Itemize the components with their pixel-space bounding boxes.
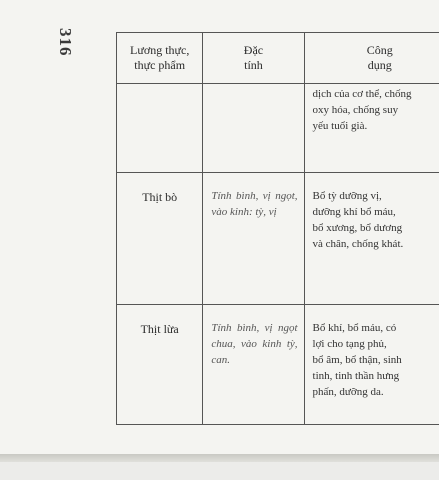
use-line: phấn, dưỡng da. <box>312 386 384 398</box>
use-line: dịch của cơ thể, chống <box>312 88 412 100</box>
food-properties-table-container <box>116 32 439 425</box>
use-cell <box>304 84 439 173</box>
food-properties-table <box>116 32 439 425</box>
table-row <box>117 173 439 305</box>
page-bottom-shadow <box>0 454 439 462</box>
use-cell <box>304 305 439 425</box>
property-cell: Tính bình, vị ngọt, vào kinh: tỳ, vị <box>203 173 304 305</box>
table-row <box>117 84 439 173</box>
property-cell: Tính bình, vị ngọt chua, vào kinh tỳ, can. <box>203 305 304 425</box>
header-use <box>304 33 439 84</box>
header-property <box>203 33 304 84</box>
header-food-line2: thực phẩm <box>134 58 186 72</box>
property-cell <box>203 84 304 173</box>
table-header-row <box>117 33 439 84</box>
use-line: oxy hóa, chống suy <box>312 104 399 116</box>
header-food <box>117 33 203 84</box>
use-line: bổ âm, bổ thận, sinh <box>312 354 402 366</box>
use-line: và chân, chống khát. <box>312 238 404 250</box>
use-line: bổ xương, bổ dương <box>312 222 403 234</box>
food-cell: Thịt bò <box>117 173 203 305</box>
header-food-line1: Lương thực, <box>130 43 190 57</box>
use-line: dưỡng khí bổ máu, <box>312 206 396 218</box>
use-cell <box>304 173 439 305</box>
header-use-line1: Công <box>366 43 393 57</box>
use-line: Bổ khí, bổ máu, có <box>312 322 397 334</box>
header-property-line2: tính <box>244 58 263 72</box>
table-row <box>117 305 439 425</box>
use-line: tinh, tinh thần hưng <box>312 370 400 382</box>
header-property-line1: Đặc <box>243 43 264 57</box>
header-use-line2: dụng <box>367 58 392 72</box>
use-line: lợi cho tạng phủ, <box>312 338 387 350</box>
page-bottom-edge <box>0 462 439 480</box>
food-cell: Thịt lừa <box>117 305 203 425</box>
food-cell <box>117 84 203 173</box>
use-line: yếu tuổi già. <box>312 120 368 132</box>
page-number: 316 <box>56 28 75 57</box>
use-line: Bổ tỳ dưỡng vị, <box>312 190 382 202</box>
